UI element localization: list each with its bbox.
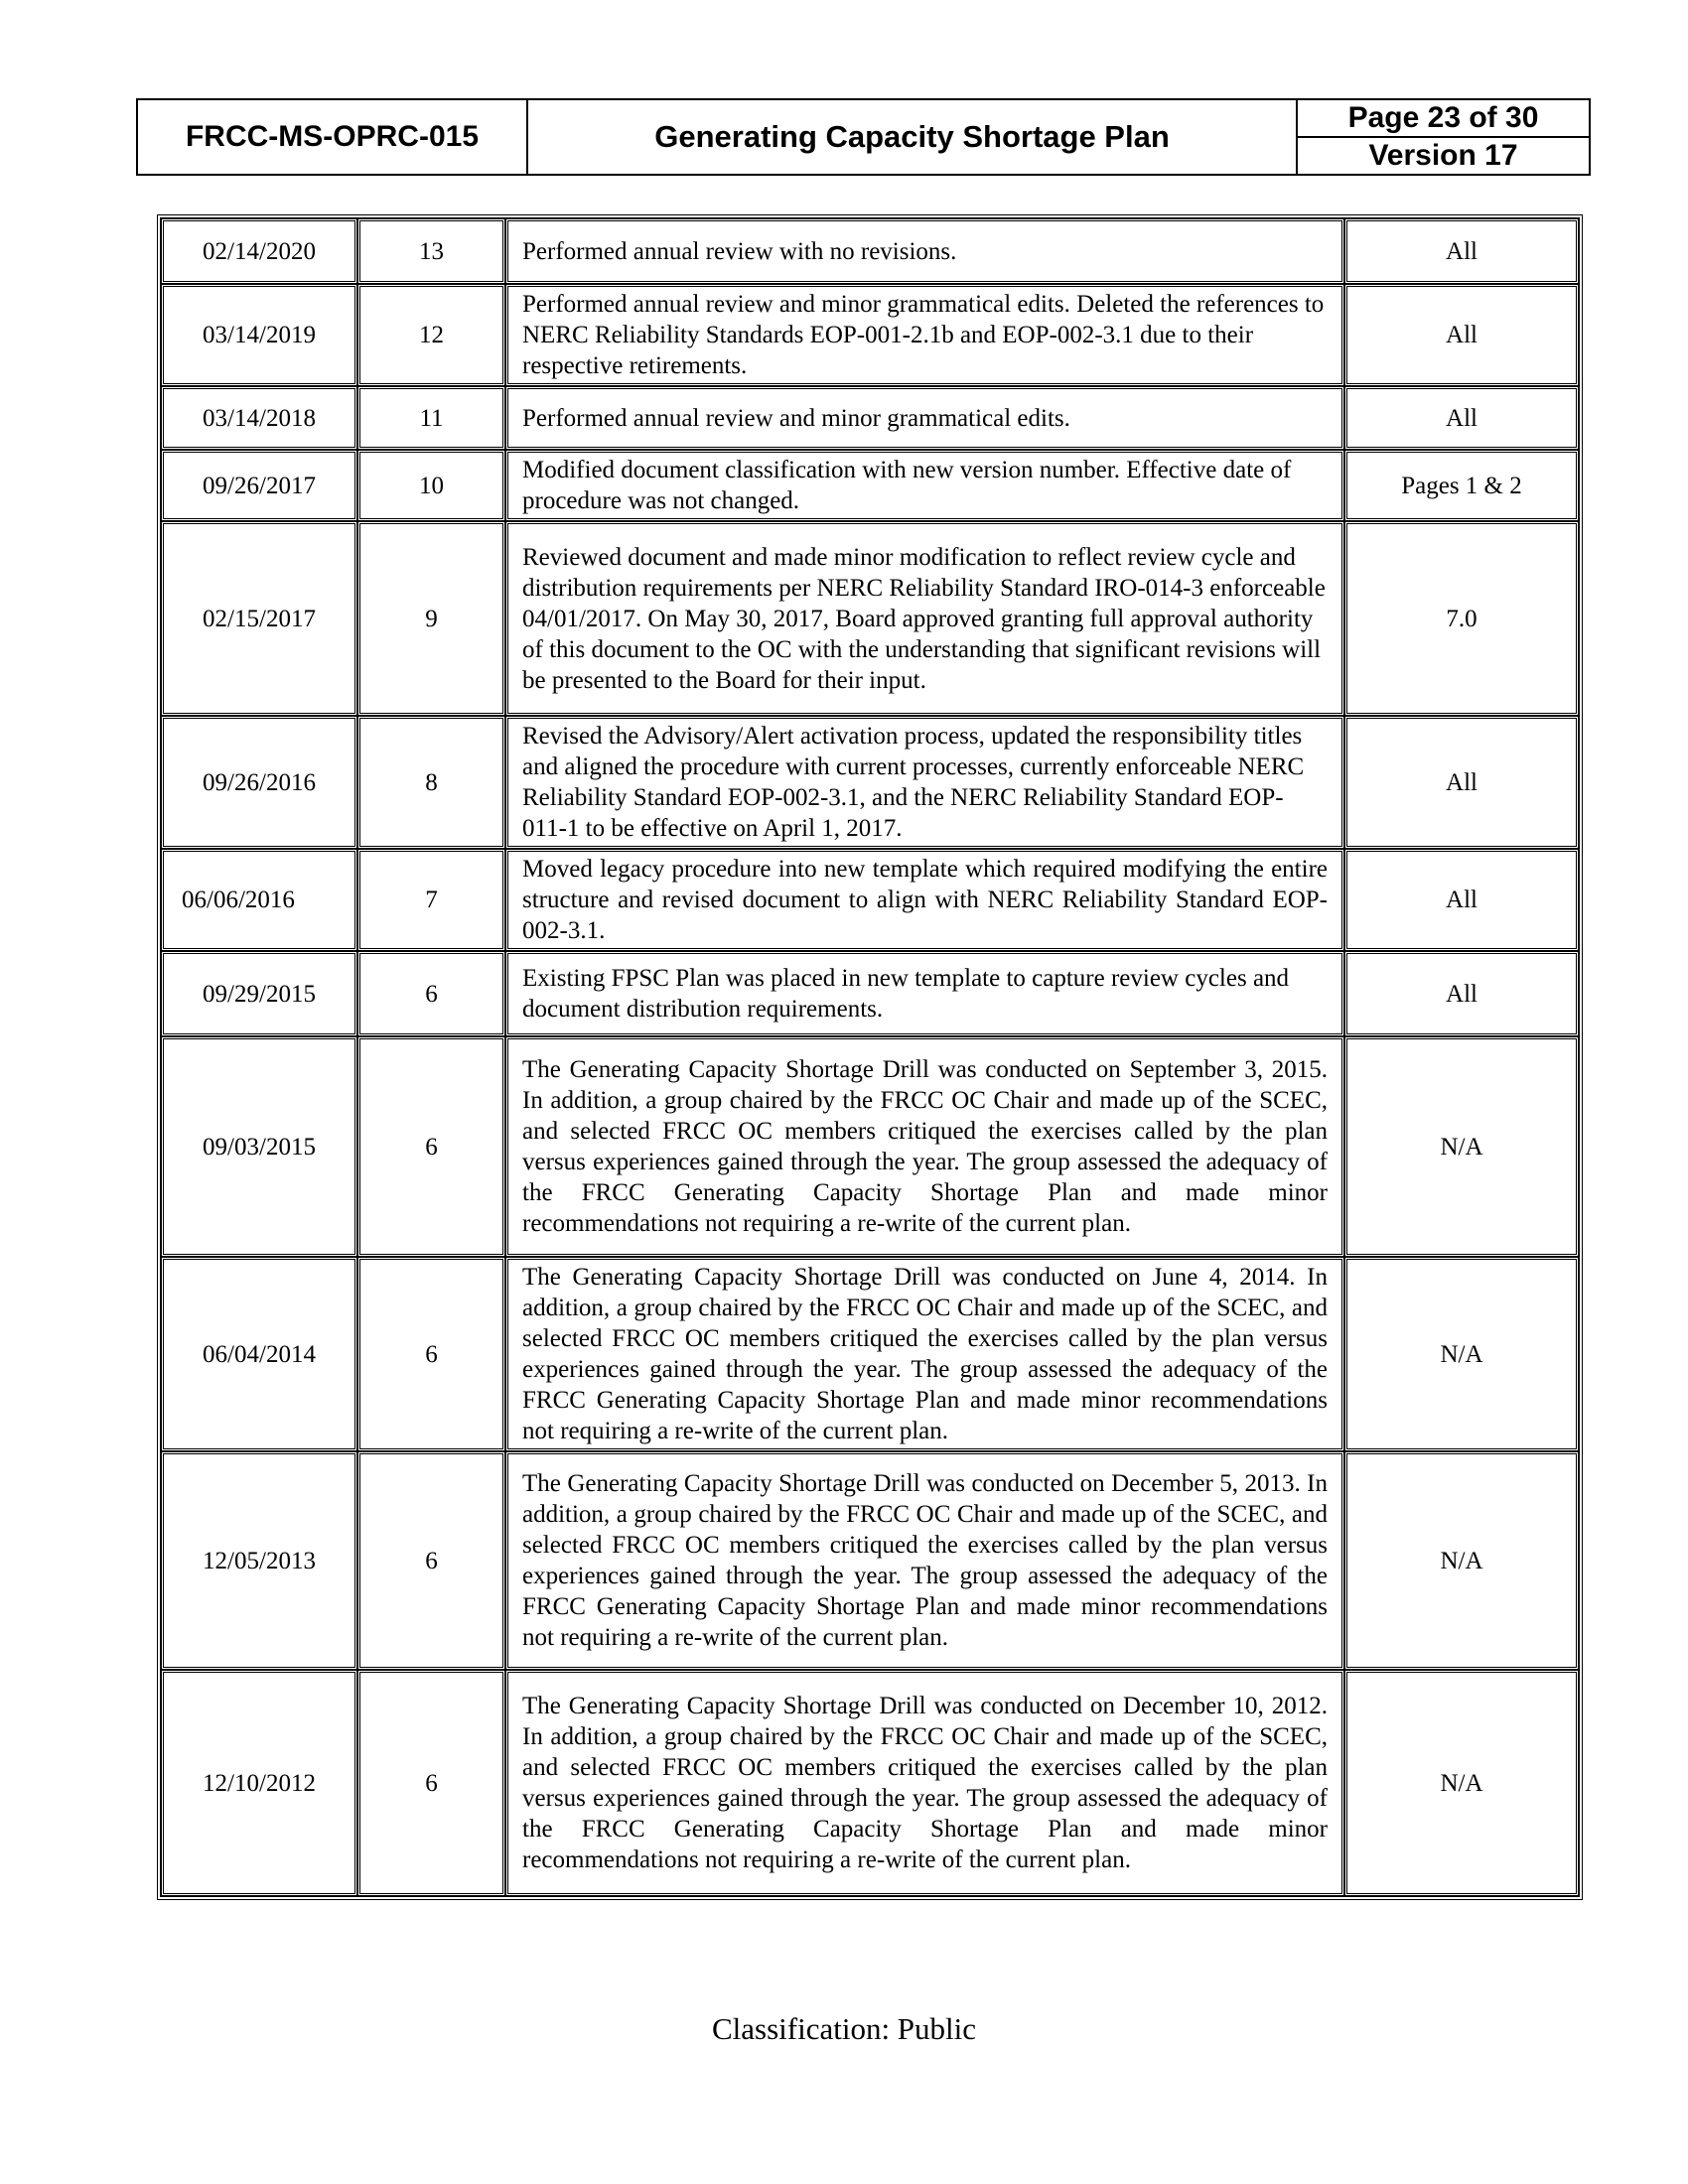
revision-version: 8 [357, 716, 505, 849]
revision-version: 6 [357, 1257, 505, 1451]
revision-date: 02/14/2020 [161, 218, 357, 284]
revision-date: 09/26/2016 [161, 716, 357, 849]
document-title: Generating Capacity Shortage Plan [528, 100, 1298, 174]
table-row [161, 1451, 1579, 1670]
table-row [161, 284, 1579, 386]
table-row [161, 716, 1579, 849]
revision-affected-sections: All [1344, 218, 1579, 284]
revision-affected-sections: N/A [1344, 1257, 1579, 1451]
page-info [1298, 100, 1589, 174]
revision-affected-sections: N/A [1344, 1670, 1579, 1896]
table-row [161, 951, 1579, 1036]
revision-version: 13 [357, 218, 505, 284]
revision-version: 6 [357, 1451, 505, 1670]
table-row [161, 1257, 1579, 1451]
revision-affected-sections: All [1344, 284, 1579, 386]
revision-affected-sections: All [1344, 716, 1579, 849]
revision-description: The Generating Capacity Shortage Drill was conducted on December 10, 2012. In addition, a group chaired by the FRCC OC Chair and made up of the SCEC, and selected FRCC OC members critiqued the exercises called by the plan versus experiences gained through the year. The group assessed the adequacy of the FRCC Generating Capacity Shortage Plan and made minor recommendations not requiring a re-write of the current plan. [505, 1670, 1344, 1896]
revision-affected-sections: N/A [1344, 1451, 1579, 1670]
revision-date: 03/14/2019 [161, 284, 357, 386]
revision-date: 09/26/2017 [161, 450, 357, 521]
revision-description: Performed annual review and minor grammatical edits. [505, 386, 1344, 450]
document-id: FRCC-MS-OPRC-015 [138, 100, 528, 174]
revision-version: 6 [357, 1036, 505, 1257]
classification-footer: Classification: Public [711, 2011, 977, 2046]
revision-version: 10 [357, 450, 505, 521]
table-row [161, 1670, 1579, 1896]
revision-description: Performed annual review with no revisions. [505, 218, 1344, 284]
revision-description: Modified document classification with new version number. Effective date of procedure was not changed. [505, 450, 1344, 521]
revision-affected-sections: All [1344, 951, 1579, 1036]
revision-date: 09/29/2015 [161, 951, 357, 1036]
revision-version: 9 [357, 521, 505, 716]
revision-date: 06/06/2016 [161, 849, 357, 951]
revision-date: 03/14/2018 [161, 386, 357, 450]
revision-description: The Generating Capacity Shortage Drill was conducted on December 5, 2013. In addition, a group chaired by the FRCC OC Chair and made up of the SCEC, and selected FRCC OC members critiqued the exercises called by the plan versus experiences gained through the year. The group assessed the adequacy of the FRCC Generating Capacity Shortage Plan and made minor recommendations not requiring a re-write of the current plan. [505, 1451, 1344, 1670]
revision-affected-sections: All [1344, 386, 1579, 450]
revision-date: 12/05/2013 [161, 1451, 357, 1670]
revision-description: The Generating Capacity Shortage Drill was conducted on June 4, 2014. In addition, a group chaired by the FRCC OC Chair and made up of the SCEC, and selected FRCC OC members critiqued the exercises called by the plan versus experiences gained through the year. The group assessed the adequacy of the FRCC Generating Capacity Shortage Plan and made minor recommendations not requiring a re-write of the current plan. [505, 1257, 1344, 1451]
table-row [161, 521, 1579, 716]
table-row [161, 450, 1579, 521]
revision-version: 12 [357, 284, 505, 386]
table-row [161, 218, 1579, 284]
revision-affected-sections: 7.0 [1344, 521, 1579, 716]
revision-description: Moved legacy procedure into new template which required modifying the entire structure and revised document to align with NERC Reliability Standard EOP-002-3.1. [505, 849, 1344, 951]
revision-description: Existing FPSC Plan was placed in new template to capture review cycles and document distribution requirements. [505, 951, 1344, 1036]
revision-affected-sections: Pages 1 & 2 [1344, 450, 1579, 521]
table-row [161, 1036, 1579, 1257]
page-number: Page 23 of 30 [1298, 100, 1589, 138]
revision-version: 6 [357, 1670, 505, 1896]
revision-version: 11 [357, 386, 505, 450]
revision-affected-sections: All [1344, 849, 1579, 951]
table-row [161, 386, 1579, 450]
revision-date: 09/03/2015 [161, 1036, 357, 1257]
revision-history-table [157, 214, 1583, 1900]
revision-date: 12/10/2012 [161, 1670, 357, 1896]
revision-date: 06/04/2014 [161, 1257, 357, 1451]
document-header [136, 98, 1591, 176]
revision-description: Reviewed document and made minor modification to reflect review cycle and distribution requirements per NERC Reliability Standard IRO-014-3 enforceable 04/01/2017. On May 30, 2017, Board approved granting full approval authority of this document to the OC with the understanding that significant revisions will be presented to the Board for their input. [505, 521, 1344, 716]
table-row [161, 849, 1579, 951]
revision-version: 7 [357, 849, 505, 951]
revision-description: Performed annual review and minor grammatical edits. Deleted the references to NERC Reliability Standards EOP-001-2.1b and EOP-002-3.1 due to their respective retirements. [505, 284, 1344, 386]
revision-version: 6 [357, 951, 505, 1036]
revision-affected-sections: N/A [1344, 1036, 1579, 1257]
revision-description: The Generating Capacity Shortage Drill was conducted on September 3, 2015. In addition, a group chaired by the FRCC OC Chair and made up of the SCEC, and selected FRCC OC members critiqued the exercises called by the plan versus experiences gained through the year. The group assessed the adequacy of the FRCC Generating Capacity Shortage Plan and made minor recommendations not requiring a re-write of the current plan. [505, 1036, 1344, 1257]
revision-description: Revised the Advisory/Alert activation process, updated the responsibility titles and aligned the procedure with current processes, currently enforceable NERC Reliability Standard EOP-002-3.1, and the NERC Reliability Standard EOP-011-1 to be effective on April 1, 2017. [505, 716, 1344, 849]
document-version: Version 17 [1368, 139, 1518, 172]
revision-date: 02/15/2017 [161, 521, 357, 716]
